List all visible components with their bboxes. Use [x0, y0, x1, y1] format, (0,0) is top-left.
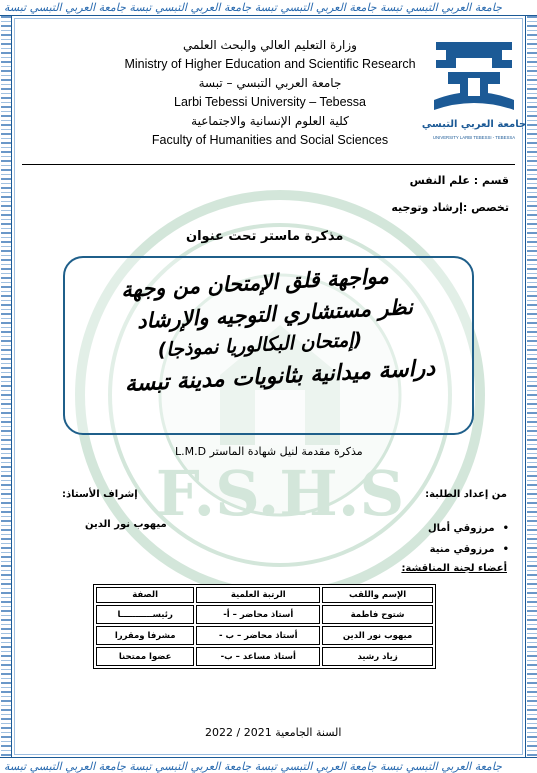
table-row [96, 626, 433, 645]
table-row [96, 647, 433, 666]
border-bottom-text: جامعة العربي التبسي تبسة جامعة العربي التبسي تبسة جامعة العربي التبسي تبسة جامعة العربي التبسي تبسة [4, 760, 502, 773]
institution-header [100, 36, 440, 150]
faculty-ar: كلية العلوم الإنسانية والاجتماعية [191, 114, 349, 128]
department: قسم : علم النفس [409, 174, 509, 187]
table-row [96, 605, 433, 624]
table-header-row [96, 587, 433, 603]
column-header: الصفة [96, 587, 194, 603]
committee-label: أعضاء لجنة المناقشة: [401, 563, 507, 574]
title-line: دراسة ميدانية بثانويات مدينة تبسة [124, 355, 436, 398]
list-item: • مرزوقي منية [428, 539, 509, 560]
table-cell: عضوا ممتحنا [96, 647, 194, 666]
student-list [428, 518, 509, 560]
table-cell: رئيســـــــــــا [96, 605, 194, 624]
watermark-text: F.S.H.S [155, 457, 405, 530]
table-cell: ميهوب نور الدين [322, 626, 433, 645]
thesis-heading: مذكرة ماستر تحت عنوان [186, 229, 344, 244]
column-header: الإسم واللقب [322, 587, 433, 603]
logo-caption-en: UNIVERSITY LARBI TEBESSI - TEBESSA [432, 135, 516, 140]
border-right [525, 16, 537, 757]
academic-year: السنة الجامعية 2021 / 2022 [205, 726, 342, 739]
table-cell: شتوح فاطمة [322, 605, 433, 624]
faculty-en: Faculty of Humanities and Social Sciences [151, 133, 389, 147]
list-item: • مرزوقي أمال [428, 518, 509, 539]
title-line: نظر مستشاري التوجيه والإرشاد [136, 294, 414, 334]
title-line: (إمتحان البكالوريا نموذجا) [157, 328, 363, 362]
table-cell: أستاذ مساعد – ب- [196, 647, 320, 666]
logo-caption-ar: جامعة العربي التبسي [421, 119, 527, 130]
border-bottom [0, 757, 537, 773]
table-cell: أستاذ محاضر – ب - [196, 626, 320, 645]
table-cell: مشرفا ومقررا [96, 626, 194, 645]
university-ar: جامعة العربي التبسي – تبسة [198, 76, 342, 90]
header-divider [22, 164, 515, 165]
supervisor-label: إشراف الأستاذ: [62, 489, 138, 500]
border-top [0, 0, 537, 16]
committee-table [93, 584, 436, 669]
title-line: مواجهة قلق الإمتحان من وجهة [120, 264, 390, 302]
column-header: الرتبة العلمية [196, 587, 320, 603]
university-en: Larbi Tebessi University – Tebessa [174, 95, 366, 109]
ministry-en: Ministry of Higher Education and Scientific Research [124, 57, 416, 71]
border-top-text: جامعة العربي التبسي تبسة جامعة العربي التبسي تبسة جامعة العربي التبسي تبسة جامعة العربي التبسي تبسة [4, 1, 502, 14]
ministry-ar: وزارة التعليم العالي والبحث العلمي [183, 38, 357, 52]
university-logo [421, 32, 527, 150]
thesis-title [60, 264, 490, 398]
table-cell: زياد رشيد [322, 647, 433, 666]
supervisor-name: ميهوب نور الدين [85, 519, 167, 530]
prepared-by-label: من إعداد الطلبة: [425, 489, 507, 500]
table-cell: أستاذ محاضر – أ- [196, 605, 320, 624]
degree-statement: مذكرة مقدمة لنيل شهادة الماستر L.M.D [175, 445, 363, 458]
specialty: تخصص :إرشاد وتوجيه [391, 201, 509, 214]
border-left [0, 16, 12, 757]
